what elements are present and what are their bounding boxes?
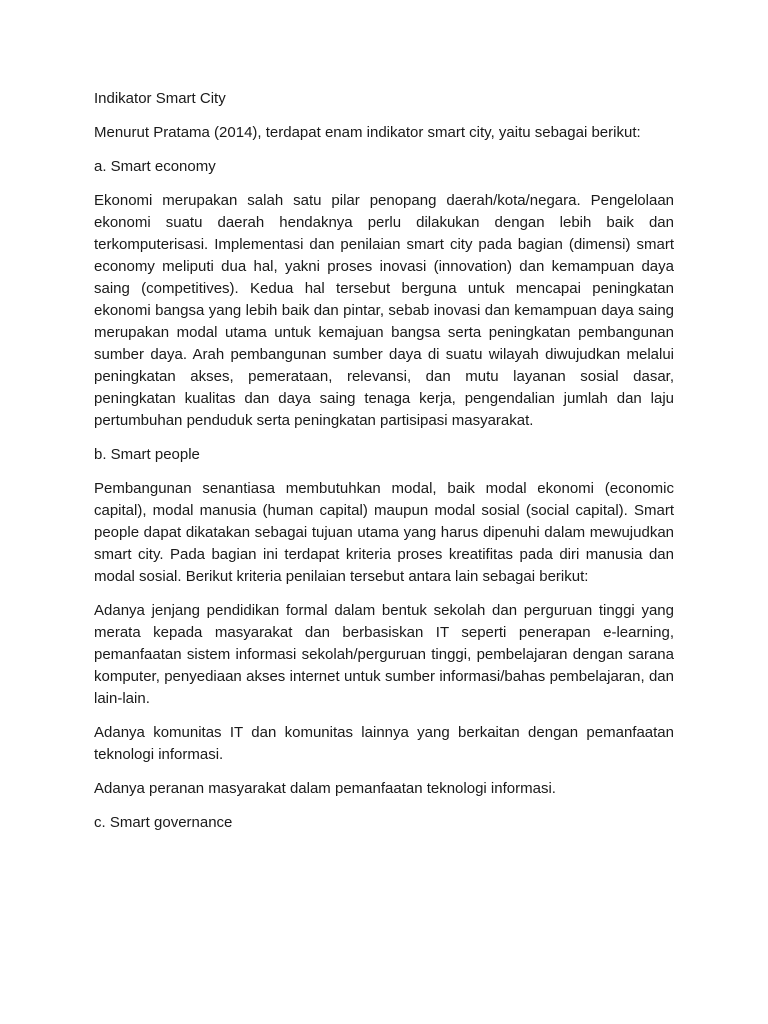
smart-economy-paragraph: Ekonomi merupakan salah satu pilar penopang daerah/kota/negara. Pengelolaan ekonomi suatu daerah hendaknya perlu dilakukan dengan lebih baik dan terkomputerisasi. Implementasi dan penilaian smart city pada bagian (dimensi) smart economy meliputi dua hal, yakni proses inovasi (innovation) dan kemampuan daya saing (competitives). Kedua hal tersebut berguna untuk mencapai peningkatan ekonomi bangsa yang lebih baik dan pintar, sebab inovasi dan kemampuan daya saing merupakan modal utama untuk kemajuan bangsa serta peningkatan pembangunan sumber daya. Arah pembangunan sumber daya di suatu wilayah diwujudkan melalui peningkatan akses, pemerataan, relevansi, dan mutu layanan sosial dasar, peningkatan kualitas dan daya saing tenaga kerja, pengendalian jumlah dan laju pertumbuhan penduduk serta peningkatan partisipasi masyarakat.	[94, 192, 674, 429]
intro-paragraph: Menurut Pratama (2014), terdapat enam indikator smart city, yaitu sebagai berikut:	[94, 124, 641, 141]
section-heading-smart-governance: c. Smart governance	[94, 814, 233, 831]
section-heading-smart-economy: a. Smart economy	[94, 158, 216, 175]
smart-people-paragraph-4: Adanya peranan masyarakat dalam pemanfaatan teknologi informasi.	[94, 780, 556, 797]
document-title: Indikator Smart City	[94, 90, 226, 107]
smart-people-paragraph-2: Adanya jenjang pendidikan formal dalam bentuk sekolah dan perguruan tinggi yang merata kepada masyarakat dan berbasiskan IT seperti penerapan e-learning, pemanfaatan sistem informasi sekolah/perguruan tinggi, pembelajaran dengan sarana komputer, penyediaan akses internet untuk sumber informasi/bahas pembelajaran, dan lain-lain.	[94, 602, 674, 707]
smart-people-paragraph-1: Pembangunan senantiasa membutuhkan modal, baik modal ekonomi (economic capital), modal manusia (human capital) maupun modal sosial (social capital). Smart people dapat dikatakan sebagai tujuan utama yang harus dipenuhi dalam mewujudkan smart city. Pada bagian ini terdapat kriteria proses kreatifitas pada diri manusia dan modal sosial. Berikut kriteria penilaian tersebut antara lain sebagai berikut:	[94, 480, 674, 585]
smart-people-paragraph-3: Adanya komunitas IT dan komunitas lainnya yang berkaitan dengan pemanfaatan teknologi informasi.	[94, 724, 674, 763]
document-page	[94, 88, 674, 846]
section-heading-smart-people: b. Smart people	[94, 446, 200, 463]
